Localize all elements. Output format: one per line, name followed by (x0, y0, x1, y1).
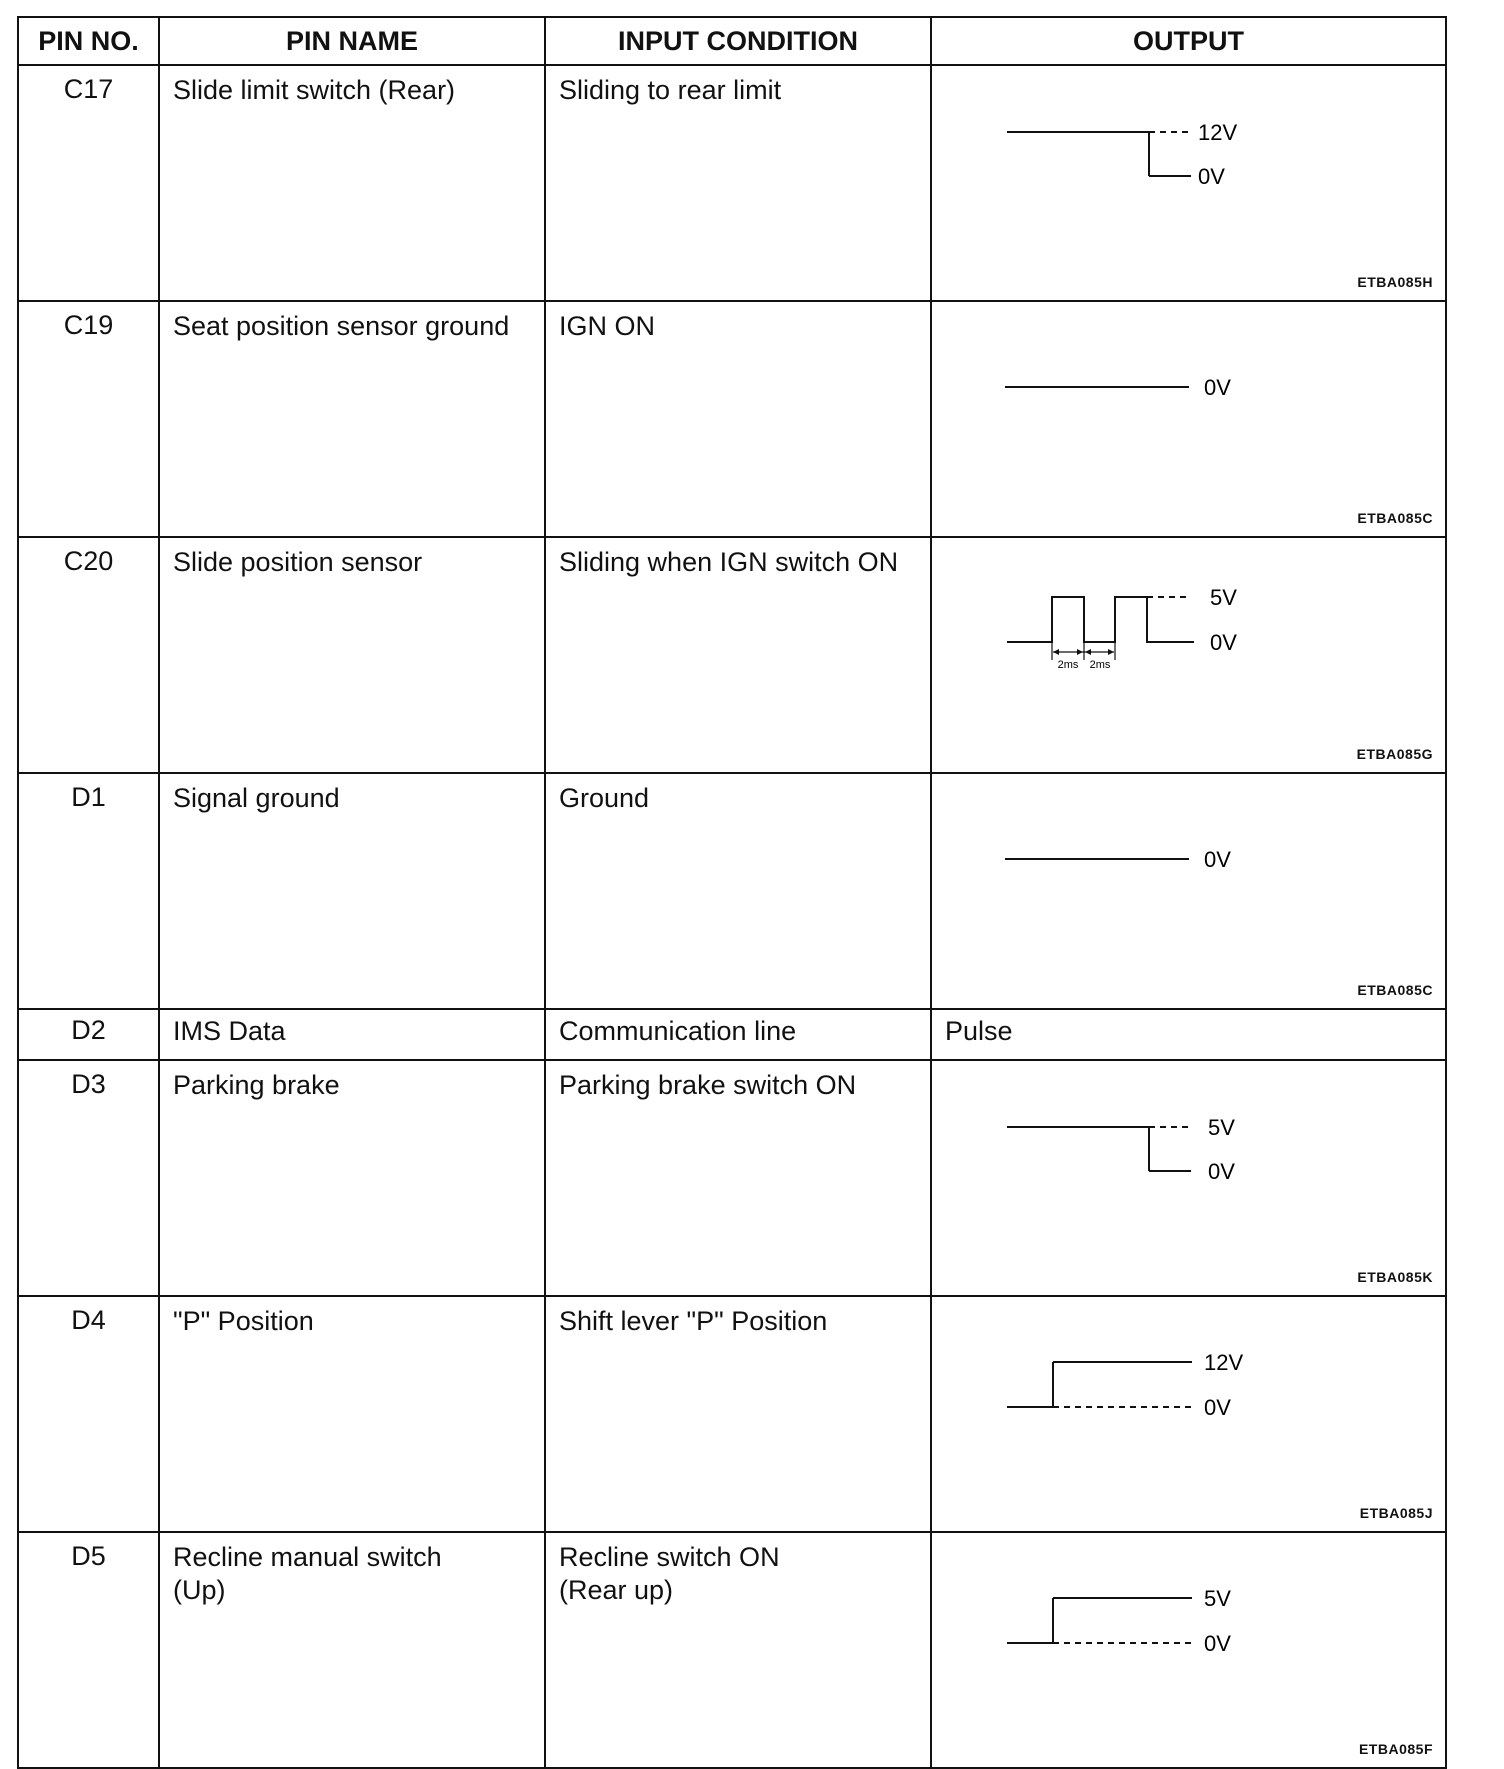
pin-number: D2 (18, 1009, 159, 1060)
pin-name: Parking brake (159, 1060, 545, 1296)
input-condition: Ground (545, 773, 931, 1009)
level-low-label: 0V (1204, 1631, 1231, 1656)
waveform-step-down (932, 1061, 1442, 1287)
pin-number: D5 (18, 1532, 159, 1768)
header-input-condition: INPUT CONDITION (545, 17, 931, 65)
waveform-step-down (932, 66, 1442, 292)
figure-id: ETBA085F (1358, 1741, 1433, 1757)
output-cell (931, 537, 1446, 773)
table-row (18, 1296, 1446, 1532)
pin-number: D3 (18, 1060, 159, 1296)
pin-name: Recline manual switch (Up) (159, 1532, 545, 1768)
level-low-label: 0V (1198, 164, 1225, 189)
level-low-label: 0V (1210, 630, 1237, 655)
waveform-pulse (932, 538, 1442, 764)
figure-id: ETBA085J (1359, 1505, 1433, 1521)
level-low-label: 0V (1208, 1159, 1235, 1184)
input-condition: Sliding when IGN switch ON (545, 537, 931, 773)
pin-number: D1 (18, 773, 159, 1009)
header-row (18, 17, 1446, 65)
table-row (18, 1532, 1446, 1768)
figure-id: ETBA085C (1357, 982, 1433, 998)
table-row (18, 1060, 1446, 1296)
pin-name: Seat position sensor ground (159, 301, 545, 537)
period-label: 2ms (1089, 659, 1111, 671)
level-low-label: 0V (1204, 847, 1231, 872)
pin-name: IMS Data (159, 1009, 545, 1060)
input-condition: IGN ON (545, 301, 931, 537)
output-cell (931, 65, 1446, 301)
table-row (18, 301, 1446, 537)
level-low-label: 0V (1204, 375, 1231, 400)
input-condition: Sliding to rear limit (545, 65, 931, 301)
figure-id: ETBA085H (1357, 274, 1433, 290)
waveform-flat (932, 302, 1442, 528)
pin-name: "P" Position (159, 1296, 545, 1532)
header-pin-name: PIN NAME (159, 17, 545, 65)
pin-number: D4 (18, 1296, 159, 1532)
waveform-flat (932, 774, 1442, 1000)
waveform-step-up (932, 1533, 1442, 1759)
level-low-label: 0V (1204, 1395, 1231, 1420)
level-high-label: 5V (1208, 1115, 1235, 1140)
waveform-step-up (932, 1297, 1442, 1523)
pin-name: Signal ground (159, 773, 545, 1009)
table-row (18, 1009, 1446, 1060)
table-row (18, 537, 1446, 773)
level-high-label: 12V (1204, 1350, 1244, 1375)
output-cell (931, 1296, 1446, 1532)
header-output: OUTPUT (931, 17, 1446, 65)
period-label: 2ms (1057, 659, 1079, 671)
pin-name: Slide limit switch (Rear) (159, 65, 545, 301)
figure-id: ETBA085K (1357, 1269, 1433, 1285)
figure-id: ETBA085C (1357, 510, 1433, 526)
output-cell (931, 1060, 1446, 1296)
output-cell (931, 773, 1446, 1009)
pin-number: C20 (18, 537, 159, 773)
figure-id: ETBA085G (1356, 746, 1433, 762)
input-condition: Recline switch ON (Rear up) (545, 1532, 931, 1768)
header-pin-no: PIN NO. (18, 17, 159, 65)
pin-number: C17 (18, 65, 159, 301)
level-high-label: 5V (1204, 1586, 1231, 1611)
input-condition: Communication line (545, 1009, 931, 1060)
pin-name: Slide position sensor (159, 537, 545, 773)
pin-table (17, 16, 1447, 1769)
output-cell (931, 301, 1446, 537)
pin-number: C19 (18, 301, 159, 537)
output-cell (931, 1532, 1446, 1768)
table-row (18, 65, 1446, 301)
level-high-label: 5V (1210, 585, 1237, 610)
level-high-label: 12V (1198, 120, 1238, 145)
input-condition: Shift lever "P" Position (545, 1296, 931, 1532)
table-row (18, 773, 1446, 1009)
output-text: Pulse (931, 1009, 1446, 1060)
input-condition: Parking brake switch ON (545, 1060, 931, 1296)
